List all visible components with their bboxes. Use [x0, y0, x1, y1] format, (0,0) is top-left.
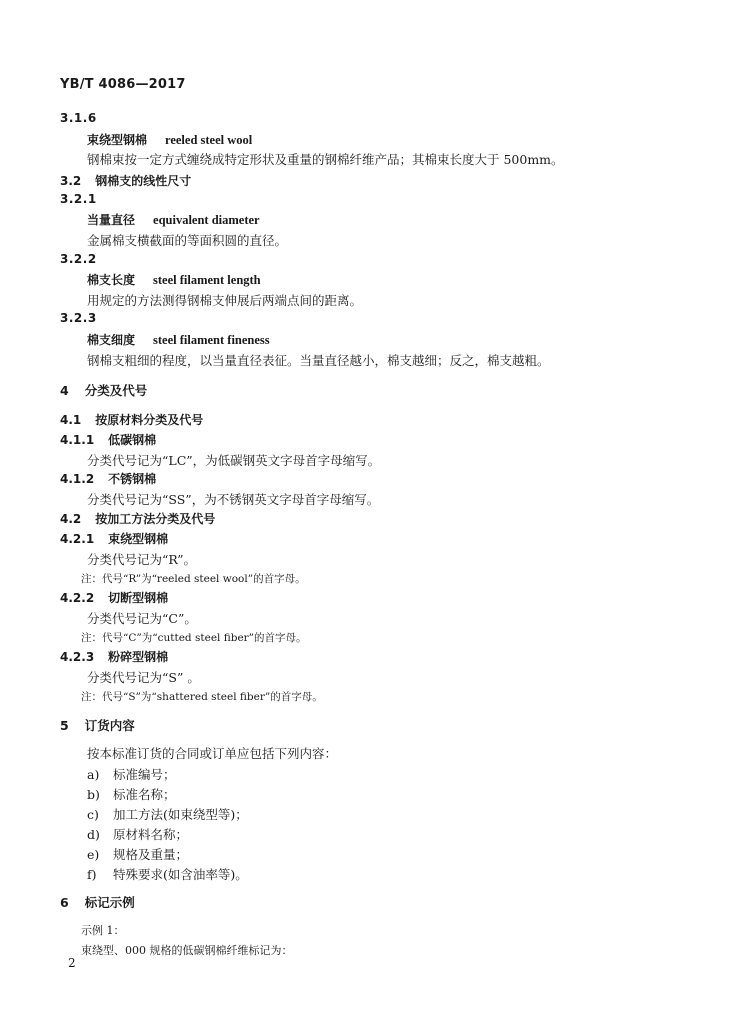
term-english: equivalent diameter [153, 213, 260, 227]
clause-number: 4.1.1 [60, 433, 95, 447]
chapter-heading [60, 893, 135, 911]
clause-heading [60, 589, 168, 606]
list-item-text: 标准编号； [113, 767, 176, 782]
clause-title: 切断型钢棉 [108, 591, 169, 605]
list-item-text: 原材料名称； [113, 827, 189, 842]
term-english: reeled steel wool [165, 133, 253, 147]
chapter-title: 标记示例 [84, 895, 135, 910]
clause-note: 注：代号“C”为“cutted steel fiber”的首字母。 [81, 632, 307, 644]
list-item-text: 特殊要求(如含油率等)。 [113, 867, 248, 882]
clause-heading [60, 470, 156, 487]
chapter-title: 分类及代号 [84, 383, 148, 398]
list-item-label: a) [87, 767, 100, 782]
section-heading [60, 172, 191, 189]
clause-number: 4.1.2 [60, 472, 95, 486]
list-item [87, 785, 176, 803]
term-heading [87, 131, 252, 148]
clause-heading [60, 431, 156, 448]
section-heading [60, 510, 215, 527]
clause-text: 分类代号记为“R”。 [87, 552, 197, 567]
list-item-label: b) [87, 787, 100, 802]
chapter-intro: 按本标准订货的合同或订单应包括下列内容： [87, 746, 338, 761]
section-title: 钢棉支的线性尺寸 [95, 174, 192, 188]
term-heading [87, 271, 261, 288]
chapter-heading [60, 381, 147, 399]
term-english: steel filament fineness [153, 333, 270, 347]
example-label: 示例 1： [81, 924, 125, 937]
term-definition: 钢棉束按一定方式缠绕成特定形状及重量的钢棉纤维产品；其棉束长度大于 500mm。 [87, 152, 564, 167]
clause-number: 3.2.1 [60, 192, 97, 206]
clause-text: 分类代号记为“LC”，为低碳钢英文字母首字母缩写。 [87, 453, 381, 468]
standard-code-header: YB/T 4086—2017 [60, 77, 186, 92]
term-chinese: 当量直径 [87, 213, 136, 227]
clause-text: 分类代号记为“SS”，为不锈钢英文字母首字母缩写。 [87, 492, 380, 507]
list-item-text: 标准名称； [113, 787, 176, 802]
list-item-label: d) [87, 827, 100, 842]
list-item [87, 765, 176, 783]
chapter-title: 订货内容 [84, 718, 135, 733]
clause-number: 4.2.2 [60, 591, 95, 605]
section-heading [60, 411, 203, 428]
clause-heading [60, 530, 168, 547]
chapter-heading [60, 716, 135, 734]
chapter-number: 4 [60, 383, 69, 398]
term-english: steel filament length [153, 273, 261, 287]
clause-number: 3.1.6 [60, 111, 97, 125]
section-number: 3.2 [60, 174, 82, 188]
term-definition: 用规定的方法测得钢棉支伸展后两端点间的距离。 [87, 293, 363, 308]
list-item [87, 805, 248, 823]
list-item-label: f) [87, 867, 97, 882]
term-definition: 金属棉支横截面的等面积圆的直径。 [87, 233, 288, 248]
clause-note: 注：代号“S”为“shattered steel fiber”的首字母。 [81, 691, 323, 703]
clause-text: 分类代号记为“C”。 [87, 611, 197, 626]
clause-number: 4.2.3 [60, 650, 95, 664]
clause-title: 不锈钢棉 [108, 472, 157, 486]
term-heading [87, 331, 270, 348]
clause-number: 3.2.3 [60, 311, 97, 325]
clause-number: 3.2.2 [60, 252, 97, 266]
list-item-label: e) [87, 847, 100, 862]
list-item-text: 加工方法(如束绕型等)； [113, 807, 248, 822]
chapter-number: 6 [60, 895, 69, 910]
term-chinese: 棉支长度 [87, 273, 136, 287]
clause-number: 4.2.1 [60, 532, 95, 546]
chapter-number: 5 [60, 718, 69, 733]
term-chinese: 束绕型钢棉 [87, 133, 148, 147]
list-item [87, 825, 188, 843]
term-heading [87, 211, 260, 228]
section-number: 4.1 [60, 413, 82, 427]
term-definition: 钢棉支粗细的程度，以当量直径表征。当量直径越小，棉支越细；反之，棉支越粗。 [87, 353, 550, 368]
section-title: 按加工方法分类及代号 [95, 512, 216, 526]
clause-title: 低碳钢棉 [108, 433, 157, 447]
page-number: 2 [68, 956, 76, 970]
clause-note: 注：代号“R”为“reeled steel wool”的首字母。 [81, 573, 306, 585]
list-item-text: 规格及重量； [113, 847, 189, 862]
list-item [87, 845, 188, 863]
clause-text: 分类代号记为“S” 。 [87, 670, 200, 685]
clause-heading [60, 648, 168, 665]
clause-title: 粉碎型钢棉 [108, 650, 169, 664]
section-number: 4.2 [60, 512, 82, 526]
term-chinese: 棉支细度 [87, 333, 136, 347]
list-item [87, 865, 248, 883]
list-item-label: c) [87, 807, 99, 822]
clause-title: 束绕型钢棉 [108, 532, 169, 546]
example-text: 束绕型、000 规格的低碳钢棉纤维标记为： [81, 944, 293, 957]
section-title: 按原材料分类及代号 [95, 413, 204, 427]
